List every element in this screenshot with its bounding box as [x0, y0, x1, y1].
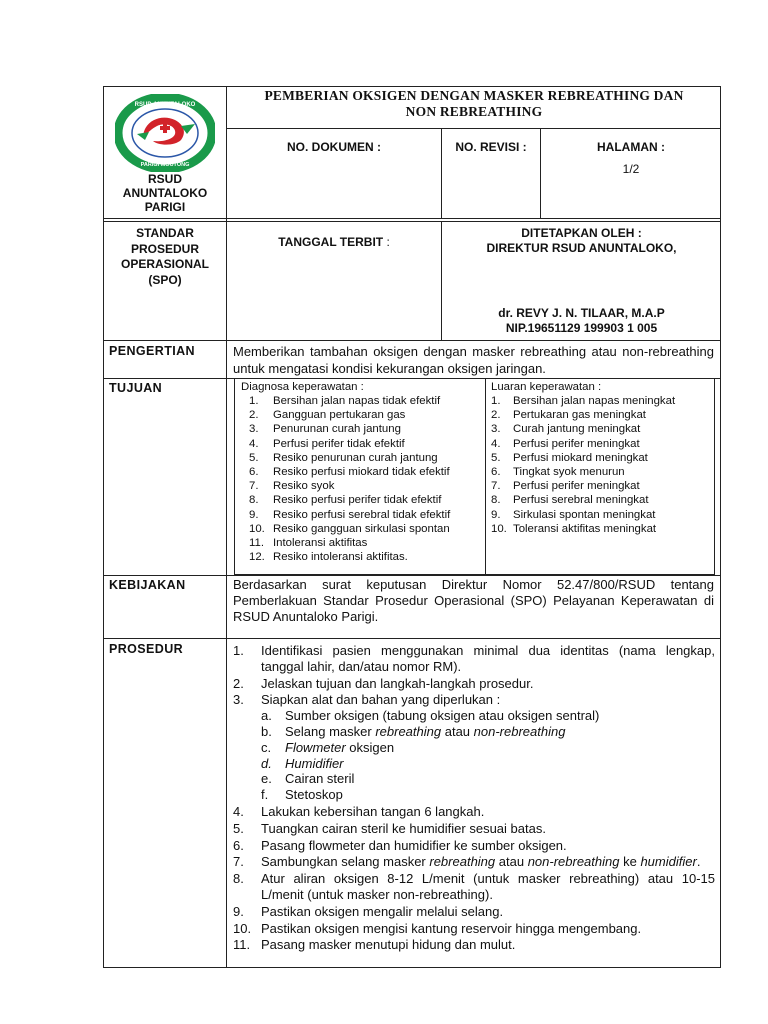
tanggal-terbit-label: TANGGAL TERBIT	[278, 235, 384, 249]
list-item	[249, 550, 481, 564]
list-item	[491, 465, 713, 479]
prosedur-substep	[233, 708, 715, 724]
divider	[103, 638, 721, 639]
hospital-name	[104, 172, 226, 214]
prosedur-substep	[233, 787, 715, 803]
item-number: 1.	[249, 395, 259, 407]
item-text: Resiko perfusi perifer tidak efektif	[273, 494, 442, 507]
item-text: Sirkulasi spontan meningkat	[513, 508, 656, 521]
item-text: Resiko penurunan curah jantung	[273, 451, 438, 464]
prosedur-list	[233, 643, 715, 953]
no-dokumen-label: NO. DOKUMEN :	[287, 140, 381, 154]
list-item	[249, 522, 481, 536]
pengertian-text: Memberikan tambahan oksigen dengan masker rebreathing atau non-rebreathing untuk mengatasi kondisi kekurangan oksigen jaringan.	[233, 344, 714, 376]
item-text: Perfusi perifer tidak efektif	[273, 437, 405, 450]
substep-text: Humidifier	[285, 755, 344, 771]
list-item	[249, 408, 481, 422]
list-item	[491, 508, 713, 522]
hospital-name-line: RSUD	[147, 172, 182, 186]
halaman-value: 1/2	[622, 162, 640, 176]
divider	[103, 221, 721, 222]
prosedur-substep	[233, 771, 715, 787]
step-number: 10.	[233, 920, 252, 936]
signatory	[442, 306, 721, 336]
item-text: Pertukaran gas meningkat	[513, 409, 646, 422]
substep-letter: b.	[261, 723, 272, 739]
text-run: Sambungkan selang masker	[261, 854, 430, 870]
list-item	[491, 437, 713, 451]
divider	[485, 378, 486, 575]
item-number: 5.	[249, 451, 259, 464]
step-number: 1.	[233, 643, 244, 658]
list-item	[249, 493, 481, 507]
item-number: 7.	[491, 480, 501, 493]
step-text: Siapkan alat dan bahan yang diperlukan :	[261, 692, 501, 708]
step-number: 9.	[233, 903, 244, 919]
prosedur-step	[233, 937, 715, 953]
substep-text: Sumber oksigen (tabung oksigen atau oksigen sentral)	[285, 708, 600, 724]
step-text: Pastikan oksigen mengalir melalui selang.	[261, 903, 504, 919]
step-number: 11.	[233, 937, 251, 953]
text-run: Selang masker	[285, 723, 376, 739]
step-number: 7.	[233, 854, 244, 870]
hospital-logo	[115, 94, 215, 172]
hospital-name-line: PARIGI	[144, 200, 186, 214]
list-item	[491, 422, 713, 436]
ditetapkan-oleh	[442, 226, 721, 256]
list-item	[249, 536, 481, 550]
step-number: 8.	[233, 871, 244, 887]
step-text: Jelaskan tujuan dan langkah-langkah prosedur.	[261, 675, 534, 691]
substep-letter: d.	[261, 755, 272, 771]
tujuan-label: TUJUAN	[109, 381, 163, 395]
text-run: atau	[495, 854, 528, 870]
prosedur-step	[233, 804, 715, 820]
substep-letter: a.	[261, 708, 272, 724]
item-text: Bersihan jalan napas tidak efektif	[273, 395, 441, 407]
item-number: 10.	[249, 522, 265, 535]
item-number: 7.	[249, 480, 259, 493]
item-text: Resiko gangguan sirkulasi spontan	[273, 522, 450, 535]
list-item	[491, 451, 713, 465]
step-text: Atur aliran oksigen 8-12 L/menit (untuk masker rebreathing) atau 10-15 L/menit (untuk masker non-rebreathing).	[261, 871, 715, 902]
step-text: Pastikan oksigen mengisi kantung reservoir hingga mengembang.	[261, 920, 642, 936]
diagnosa-title: Diagnosa keperawatan :	[241, 381, 364, 393]
list-item	[491, 522, 713, 536]
list-item	[249, 465, 481, 479]
item-number: 6.	[249, 466, 259, 479]
item-text: Gangguan pertukaran gas	[273, 409, 406, 422]
item-text: Toleransi aktifitas meningkat	[513, 522, 657, 535]
step-number: 2.	[233, 675, 244, 691]
text-run: oksigen	[345, 739, 395, 755]
text-run: rebreathing	[429, 854, 496, 870]
kebijakan-text: Berdasarkan surat keputusan Direktur Nomor 52.47/800/RSUD tentang Pemberlakuan Standar Prosedur Operasional (SPO) Pelayanan Keperawatan di RSUD Anuntaloko Parigi.	[233, 577, 714, 624]
item-text: Bersihan jalan napas meningkat	[513, 395, 676, 407]
prosedur-step	[233, 838, 715, 854]
step-text: Pasang flowmeter dan humidifier ke sumber oksigen.	[261, 837, 567, 853]
prosedur-step	[233, 904, 715, 920]
item-text: Perfusi perifer meningkat	[513, 480, 640, 493]
item-number: 5.	[491, 451, 501, 464]
prosedur-substep	[233, 756, 715, 772]
diagnosa-list	[241, 394, 481, 564]
item-number: 3.	[249, 423, 259, 436]
prosedur-step	[233, 692, 715, 708]
list-item	[491, 394, 713, 408]
spo-label-line: STANDAR	[136, 226, 194, 240]
hospital-name-line: ANUNTALOKO	[122, 186, 208, 200]
item-text: Resiko syok	[273, 480, 335, 493]
divider	[226, 86, 227, 968]
list-item	[249, 508, 481, 522]
step-number: 4.	[233, 803, 244, 819]
divider	[103, 340, 721, 341]
item-text: Resiko perfusi miokard tidak efektif	[273, 466, 450, 479]
item-text: Penurunan curah jantung	[273, 423, 401, 436]
spo-label	[104, 226, 226, 288]
list-item	[491, 479, 713, 493]
text-run: rebreathing	[375, 723, 442, 739]
text-run: atau	[441, 723, 474, 739]
item-number: 12.	[249, 551, 265, 564]
divider	[103, 218, 721, 219]
item-number: 8.	[491, 494, 501, 507]
prosedur-step	[233, 643, 715, 675]
prosedur-step	[233, 854, 715, 870]
title-line: NON REBREATHING	[405, 104, 543, 119]
item-text: Perfusi miokard meningkat	[513, 451, 648, 464]
ditetapkan-by: DIREKTUR RSUD ANUNTALOKO,	[486, 241, 677, 255]
item-number: 11.	[249, 537, 264, 550]
text-run: humidifier	[640, 854, 697, 870]
item-number: 10.	[491, 522, 507, 535]
text-run: non-rebreathing	[473, 723, 566, 739]
item-number: 9.	[249, 508, 259, 521]
svg-text:PARIGI MOUTONG: PARIGI MOUTONG	[140, 162, 190, 168]
substep-letter: f.	[261, 787, 269, 803]
list-item	[491, 408, 713, 422]
substep-text: Cairan steril	[285, 771, 355, 787]
text-run: non-rebreathing	[527, 854, 620, 870]
item-text: Resiko intoleransi aktifitas.	[273, 551, 408, 564]
list-item	[249, 437, 481, 451]
prosedur-step	[233, 921, 715, 937]
item-text: Perfusi serebral meningkat	[513, 494, 649, 507]
luaran-title: Luaran keperawatan :	[491, 381, 602, 393]
list-item	[249, 422, 481, 436]
step-text: Pasang masker menutupi hidung dan mulut.	[261, 937, 516, 953]
step-number: 6.	[233, 837, 244, 853]
item-text: Tingkat syok menurun	[513, 466, 625, 479]
item-number: 6.	[491, 466, 501, 479]
spo-label-line: (SPO)	[148, 272, 182, 287]
step-number: 5.	[233, 820, 244, 836]
substep-letter: e.	[261, 771, 272, 787]
item-number: 2.	[491, 409, 501, 422]
step-text: Identifikasi pasien menggunakan minimal dua identitas (nama lengkap, tanggal lahir, dan/atau nomor RM).	[261, 643, 715, 674]
text-run: .	[696, 854, 701, 870]
item-number: 3.	[491, 423, 501, 436]
spo-label-line: OPERASIONAL	[120, 257, 209, 271]
tanggal-terbit-colon: :	[383, 235, 390, 249]
signatory-name: dr. REVY J. N. TILAAR, M.A.P	[498, 306, 665, 320]
document-title	[227, 88, 721, 120]
no-revisi-label: NO. REVISI :	[455, 140, 527, 154]
prosedur-substep	[233, 724, 715, 740]
list-item	[249, 479, 481, 493]
item-number: 4.	[249, 437, 259, 450]
step-text: Tuangkan cairan steril ke humidifier sesuai batas.	[261, 820, 546, 836]
step-number: 3.	[233, 692, 244, 708]
item-text: Resiko perfusi serebral tidak efektif	[273, 508, 451, 521]
prosedur-substep	[233, 740, 715, 756]
substep-letter: c.	[261, 739, 272, 755]
svg-text:RSUD ANUNTALOKO: RSUD ANUNTALOKO	[134, 102, 196, 108]
list-item	[491, 493, 713, 507]
title-line: PEMBERIAN OKSIGEN DENGAN MASKER REBREATHING DAN	[264, 88, 684, 103]
substep-text	[285, 740, 394, 756]
diagnosa-section	[241, 380, 481, 564]
prosedur-step	[233, 676, 715, 692]
divider	[103, 575, 721, 576]
item-number: 8.	[249, 494, 259, 507]
list-item	[249, 451, 481, 465]
luaran-section	[491, 380, 713, 536]
kebijakan-label: KEBIJAKAN	[109, 578, 186, 592]
prosedur-step	[233, 821, 715, 837]
tanggal-terbit	[227, 235, 441, 249]
text-run: Flowmeter	[285, 739, 346, 755]
step-text: Lakukan kebersihan tangan 6 langkah.	[261, 803, 485, 819]
item-text: Perfusi perifer meningkat	[513, 437, 640, 450]
text-run: ke	[619, 854, 641, 870]
luaran-list	[491, 394, 713, 536]
item-number: 2.	[249, 409, 259, 422]
signatory-nip: NIP.19651129 199903 1 005	[505, 321, 658, 335]
prosedur-step	[233, 871, 715, 903]
item-text: Curah jantung meningkat	[513, 423, 641, 436]
substep-text	[285, 724, 565, 740]
item-number: 4.	[491, 437, 501, 450]
divider	[227, 128, 721, 129]
halaman-label: HALAMAN :	[597, 140, 665, 154]
prosedur-label: PROSEDUR	[109, 642, 184, 656]
ditetapkan-label: DITETAPKAN OLEH :	[521, 226, 642, 240]
list-item	[249, 394, 481, 408]
pengertian-label: PENGERTIAN	[109, 344, 195, 358]
spo-label-line: PROSEDUR	[130, 241, 199, 256]
substep-text: Stetoskop	[285, 787, 343, 803]
item-number: 1.	[491, 395, 501, 407]
step-text	[261, 854, 700, 870]
item-text: Intoleransi aktifitas	[273, 537, 368, 550]
item-number: 9.	[491, 508, 501, 521]
